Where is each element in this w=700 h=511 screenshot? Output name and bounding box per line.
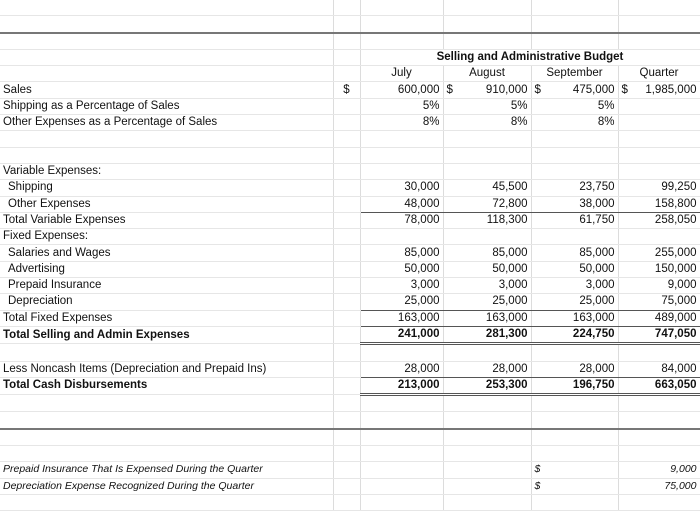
empty-cell[interactable]: [531, 494, 618, 510]
sheet-row: [0, 494, 700, 510]
sheet-row: [0, 462, 700, 478]
currency-symbol: $: [621, 83, 628, 96]
note-value[interactable]: 9,000: [618, 462, 700, 478]
amount-cell[interactable]: 28,000: [360, 361, 443, 377]
empty-cell[interactable]: [0, 0, 333, 16]
amount-cell[interactable]: 3,000: [360, 278, 443, 294]
amount-cell[interactable]: 118,300: [443, 212, 531, 228]
empty-cell[interactable]: [360, 0, 443, 16]
empty-cell[interactable]: [531, 446, 618, 462]
empty-cell[interactable]: [360, 494, 443, 510]
amount-cell[interactable]: 663,050: [618, 377, 700, 394]
empty-cell[interactable]: [0, 446, 333, 462]
sheet-row: [0, 261, 700, 277]
amount-cell[interactable]: 224,750: [531, 326, 618, 343]
amount-cell[interactable]: 255,000: [618, 245, 700, 261]
empty-cell[interactable]: [443, 478, 531, 494]
row-label[interactable]: Shipping: [0, 180, 333, 196]
amount-cell[interactable]: 50,000: [360, 261, 443, 277]
month-header[interactable]: September: [531, 66, 618, 82]
amount-cell[interactable]: [618, 163, 700, 179]
amount-cell[interactable]: 75,000: [618, 294, 700, 310]
sheet-row: [0, 245, 700, 261]
amount-cell[interactable]: 85,000: [531, 245, 618, 261]
sheet-row: [0, 326, 700, 343]
pct-value[interactable]: 5%: [360, 98, 443, 114]
sheet-row: [0, 412, 700, 429]
currency-symbol[interactable]: $: [531, 462, 618, 478]
row-label[interactable]: Total Selling and Admin Expenses: [0, 326, 333, 343]
amount-cell[interactable]: 85,000: [360, 245, 443, 261]
sheet-row: [0, 163, 700, 179]
empty-cell[interactable]: [333, 294, 360, 310]
row-label[interactable]: Other Expenses: [0, 196, 333, 212]
empty-cell[interactable]: [0, 33, 333, 50]
sheet-row: [0, 16, 700, 33]
empty-cell[interactable]: [360, 446, 443, 462]
pct-value[interactable]: 8%: [443, 115, 531, 131]
month-header[interactable]: August: [443, 66, 531, 82]
empty-cell[interactable]: [333, 33, 360, 50]
note-label[interactable]: Depreciation Expense Recognized During the Quarter: [0, 478, 333, 494]
amount-cell[interactable]: 213,000: [360, 377, 443, 394]
empty-cell[interactable]: [333, 429, 360, 446]
empty-cell[interactable]: [333, 326, 360, 343]
empty-cell[interactable]: [333, 361, 360, 377]
currency-symbol: $: [446, 83, 453, 96]
sheet-row: [0, 131, 700, 147]
value: 910,000: [485, 83, 528, 96]
empty-cell[interactable]: [443, 0, 531, 16]
empty-cell[interactable]: [531, 429, 618, 446]
empty-cell[interactable]: [333, 163, 360, 179]
empty-cell[interactable]: [0, 16, 333, 33]
empty-cell[interactable]: [443, 131, 531, 147]
empty-cell[interactable]: [360, 395, 443, 412]
amount-cell[interactable]: 85,000: [443, 245, 531, 261]
amount-cell[interactable]: 25,000: [360, 294, 443, 310]
empty-cell[interactable]: [531, 412, 618, 429]
amount-cell[interactable]: 50,000: [531, 261, 618, 277]
sales-value[interactable]: [443, 82, 531, 98]
empty-cell[interactable]: [333, 66, 360, 82]
amount-cell[interactable]: [360, 163, 443, 179]
amount-cell[interactable]: 163,000: [531, 310, 618, 326]
amount-cell[interactable]: 28,000: [531, 361, 618, 377]
empty-cell[interactable]: [0, 412, 333, 429]
sheet-row: [0, 446, 700, 462]
row-label[interactable]: Variable Expenses:: [0, 163, 333, 179]
pct-value[interactable]: 5%: [443, 98, 531, 114]
sheet-row: [0, 147, 700, 163]
sheet-row: [0, 395, 700, 412]
row-label[interactable]: Fixed Expenses:: [0, 229, 333, 245]
row-label[interactable]: Shipping as a Percentage of Sales: [0, 98, 333, 114]
empty-cell[interactable]: [333, 462, 360, 478]
empty-cell[interactable]: [443, 412, 531, 429]
amount-cell[interactable]: 23,750: [531, 180, 618, 196]
empty-cell[interactable]: [333, 494, 360, 510]
row-label[interactable]: Total Variable Expenses: [0, 212, 333, 228]
empty-cell[interactable]: [360, 33, 443, 50]
empty-cell[interactable]: [531, 33, 618, 50]
empty-cell[interactable]: [360, 412, 443, 429]
amount-cell[interactable]: 3,000: [531, 278, 618, 294]
empty-cell[interactable]: [443, 462, 531, 478]
row-label[interactable]: Depreciation: [0, 294, 333, 310]
sheet-row: [0, 478, 700, 494]
amount-cell[interactable]: 30,000: [360, 180, 443, 196]
empty-cell[interactable]: [360, 147, 443, 163]
sheet-row: [0, 66, 700, 82]
empty-cell[interactable]: [443, 494, 531, 510]
value: 600,000: [397, 83, 440, 96]
empty-cell[interactable]: [618, 16, 700, 33]
sheet-row: [0, 429, 700, 446]
sheet-row: [0, 294, 700, 310]
amount-cell[interactable]: [531, 229, 618, 245]
amount-cell[interactable]: 78,000: [360, 212, 443, 228]
amount-cell[interactable]: 38,000: [531, 196, 618, 212]
sheet-row: [0, 33, 700, 50]
sheet-row: [0, 115, 700, 131]
empty-cell[interactable]: [0, 131, 333, 147]
empty-cell[interactable]: [333, 98, 360, 114]
empty-cell[interactable]: [443, 147, 531, 163]
empty-cell[interactable]: [333, 196, 360, 212]
currency-symbol[interactable]: $: [531, 478, 618, 494]
sheet-row: [0, 310, 700, 326]
note-label[interactable]: Prepaid Insurance That Is Expensed During the Quarter: [0, 462, 333, 478]
row-label[interactable]: Advertising: [0, 261, 333, 277]
empty-cell[interactable]: [0, 147, 333, 163]
empty-cell[interactable]: [333, 229, 360, 245]
amount-cell[interactable]: [360, 229, 443, 245]
empty-cell[interactable]: [360, 16, 443, 33]
empty-cell[interactable]: [443, 446, 531, 462]
empty-cell[interactable]: [443, 429, 531, 446]
empty-cell[interactable]: [618, 33, 700, 50]
empty-cell[interactable]: [0, 494, 333, 510]
sheet-row: [0, 82, 700, 98]
amount-cell[interactable]: [531, 163, 618, 179]
amount-cell[interactable]: 489,000: [618, 310, 700, 326]
amount-cell[interactable]: 258,050: [618, 212, 700, 228]
amount-cell[interactable]: 163,000: [443, 310, 531, 326]
sales-value[interactable]: [531, 82, 618, 98]
empty-cell[interactable]: [360, 478, 443, 494]
empty-cell[interactable]: [333, 412, 360, 429]
empty-cell[interactable]: [333, 16, 360, 33]
empty-cell[interactable]: [333, 180, 360, 196]
empty-cell[interactable]: [333, 212, 360, 228]
empty-cell[interactable]: [333, 147, 360, 163]
empty-cell[interactable]: [0, 66, 333, 82]
amount-cell[interactable]: [618, 229, 700, 245]
amount-cell[interactable]: 25,000: [531, 294, 618, 310]
sheet-row: [0, 49, 700, 65]
budget-title[interactable]: Selling and Administrative Budget: [360, 49, 700, 65]
amount-cell[interactable]: 253,300: [443, 377, 531, 394]
pct-value[interactable]: [618, 115, 700, 131]
empty-cell[interactable]: [618, 147, 700, 163]
empty-cell[interactable]: [333, 261, 360, 277]
empty-cell[interactable]: [618, 0, 700, 16]
currency-symbol: $: [534, 83, 541, 96]
empty-cell[interactable]: [333, 115, 360, 131]
value: 1,985,000: [645, 83, 697, 96]
sales-value[interactable]: [618, 82, 700, 98]
note-value[interactable]: 75,000: [618, 478, 700, 494]
empty-cell[interactable]: [0, 395, 333, 412]
amount-cell[interactable]: [443, 344, 531, 361]
amount-cell[interactable]: 196,750: [531, 377, 618, 394]
amount-cell[interactable]: 50,000: [443, 261, 531, 277]
row-label[interactable]: Other Expenses as a Percentage of Sales: [0, 115, 333, 131]
empty-cell[interactable]: [333, 49, 360, 65]
empty-cell[interactable]: [360, 131, 443, 147]
empty-cell[interactable]: [531, 0, 618, 16]
empty-cell[interactable]: [618, 446, 700, 462]
empty-cell[interactable]: [443, 395, 531, 412]
empty-cell[interactable]: [333, 344, 360, 361]
sheet-row: [0, 212, 700, 228]
empty-cell[interactable]: [333, 377, 360, 394]
row-label[interactable]: Total Fixed Expenses: [0, 310, 333, 326]
amount-cell[interactable]: 48,000: [360, 196, 443, 212]
empty-cell[interactable]: [333, 245, 360, 261]
empty-cell[interactable]: [618, 429, 700, 446]
amount-cell[interactable]: 45,500: [443, 180, 531, 196]
row-label[interactable]: Salaries and Wages: [0, 245, 333, 261]
pct-value[interactable]: 5%: [531, 98, 618, 114]
pct-value[interactable]: [618, 98, 700, 114]
amount-cell[interactable]: 84,000: [618, 361, 700, 377]
empty-cell[interactable]: [531, 16, 618, 33]
pct-value[interactable]: 8%: [531, 115, 618, 131]
row-label[interactable]: Less Noncash Items (Depreciation and Prepaid Ins): [0, 361, 333, 377]
amount-cell[interactable]: 3,000: [443, 278, 531, 294]
amount-cell[interactable]: [443, 229, 531, 245]
row-label[interactable]: Prepaid Insurance: [0, 278, 333, 294]
amount-cell[interactable]: [443, 163, 531, 179]
sheet-row: [0, 344, 700, 361]
sheet-row: [0, 180, 700, 196]
pct-value[interactable]: 8%: [360, 115, 443, 131]
amount-cell[interactable]: 747,050: [618, 326, 700, 343]
empty-cell[interactable]: [443, 33, 531, 50]
amount-cell[interactable]: 61,750: [531, 212, 618, 228]
empty-cell[interactable]: [333, 0, 360, 16]
empty-cell[interactable]: [333, 278, 360, 294]
amount-cell[interactable]: 158,800: [618, 196, 700, 212]
empty-cell[interactable]: [531, 131, 618, 147]
empty-cell[interactable]: [333, 395, 360, 412]
sheet-row: [0, 361, 700, 377]
amount-cell[interactable]: [531, 344, 618, 361]
amount-cell[interactable]: 72,800: [443, 196, 531, 212]
empty-cell[interactable]: [360, 429, 443, 446]
empty-cell[interactable]: [618, 412, 700, 429]
month-header[interactable]: Quarter: [618, 66, 700, 82]
amount-cell[interactable]: 163,000: [360, 310, 443, 326]
amount-cell[interactable]: [360, 344, 443, 361]
empty-cell[interactable]: [333, 131, 360, 147]
empty-cell[interactable]: [618, 131, 700, 147]
value: 475,000: [572, 83, 615, 96]
empty-cell[interactable]: [360, 462, 443, 478]
row-label[interactable]: [0, 344, 333, 361]
amount-cell[interactable]: 28,000: [443, 361, 531, 377]
empty-cell[interactable]: [333, 478, 360, 494]
amount-cell[interactable]: 25,000: [443, 294, 531, 310]
row-label[interactable]: Sales: [0, 82, 333, 98]
currency-symbol[interactable]: $: [333, 82, 360, 98]
empty-cell[interactable]: [618, 395, 700, 412]
sheet-row: [0, 0, 700, 16]
month-header[interactable]: July: [360, 66, 443, 82]
sheet-row: [0, 98, 700, 114]
empty-cell[interactable]: [618, 494, 700, 510]
empty-cell[interactable]: [333, 310, 360, 326]
sheet-row: [0, 229, 700, 245]
sales-value[interactable]: [360, 82, 443, 98]
amount-cell[interactable]: [618, 344, 700, 361]
sheet-row: [0, 377, 700, 394]
empty-cell[interactable]: [0, 49, 333, 65]
empty-cell[interactable]: [0, 429, 333, 446]
empty-cell[interactable]: [443, 16, 531, 33]
amount-cell[interactable]: 241,000: [360, 326, 443, 343]
empty-cell[interactable]: [333, 446, 360, 462]
amount-cell[interactable]: 281,300: [443, 326, 531, 343]
amount-cell[interactable]: 99,250: [618, 180, 700, 196]
sheet-row: [0, 196, 700, 212]
row-label[interactable]: Total Cash Disbursements: [0, 377, 333, 394]
amount-cell[interactable]: 150,000: [618, 261, 700, 277]
sheet-row: [0, 278, 700, 294]
amount-cell[interactable]: 9,000: [618, 278, 700, 294]
empty-cell[interactable]: [531, 147, 618, 163]
empty-cell[interactable]: [531, 395, 618, 412]
